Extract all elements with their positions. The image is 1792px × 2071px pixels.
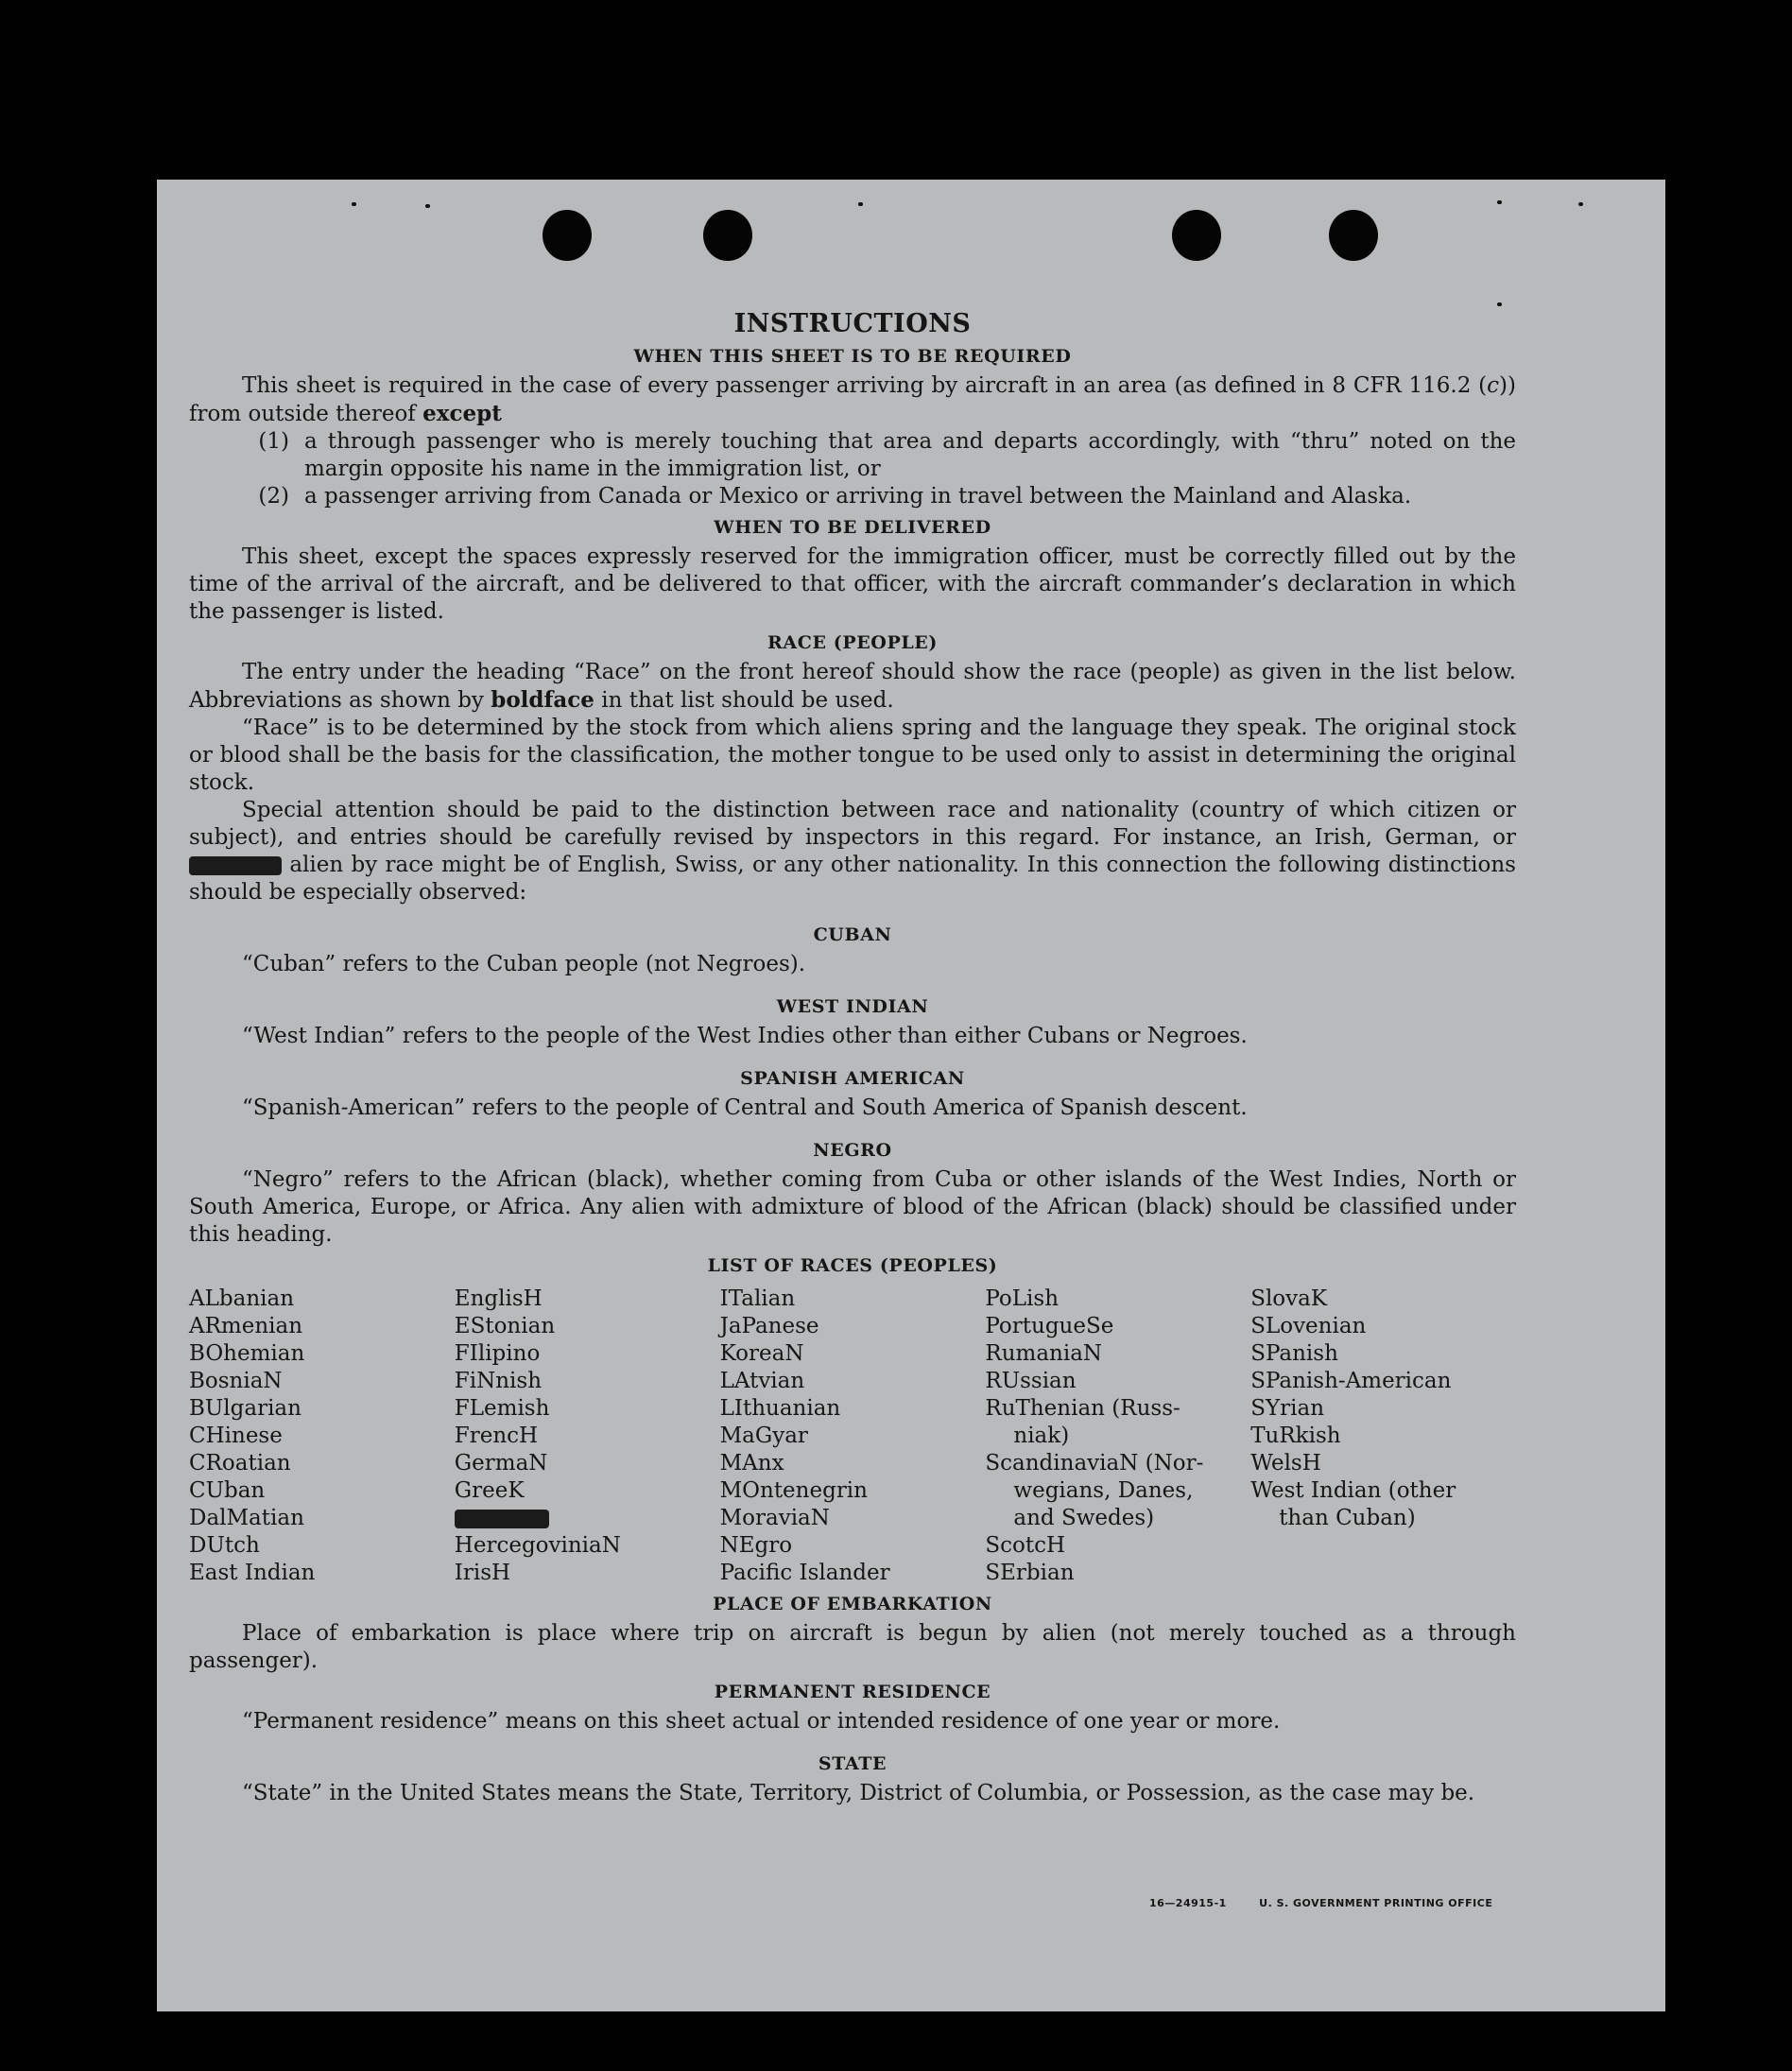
race-entry: GermaN [454, 1451, 548, 1476]
race-entry: MoraviaN [719, 1506, 830, 1530]
race-entry: CHinese [189, 1424, 283, 1448]
races-column [985, 1286, 1250, 1587]
spanish-american-text: “Spanish-American” refers to the people of Central and South America of Spanish descent. [242, 1096, 1248, 1120]
race-entry: IrisH [454, 1561, 511, 1585]
race-entry: BUlgarian [189, 1396, 302, 1421]
race-entry: MaGyar [719, 1424, 808, 1448]
race-entry: RUssian [985, 1369, 1077, 1393]
race-entry: SPanish-American [1250, 1369, 1452, 1393]
race-entry: LIthuanian [719, 1396, 841, 1421]
section-heading-spanish-american: SPANISH AMERICAN [740, 1068, 965, 1089]
form-footer [1149, 1897, 1521, 1909]
section-heading-west-indian: WEST INDIAN [776, 996, 929, 1017]
race-entry: SYrian [1250, 1396, 1325, 1421]
required-intro: This sheet is required in the case of every passenger arriving by aircraft in an area (as defined in 8 CFR 116.2 (c)) from outside thereof except [189, 373, 1516, 426]
race-entry: BosniaN [189, 1369, 283, 1393]
item-number: (1) [258, 429, 289, 454]
section-heading-embarkation: PLACE OF EMBARKATION [713, 1594, 992, 1614]
negro-text: “Negro” refers to the African (black), whether coming from Cuba or other islands of the West Indies, North or South America, Europe, or Africa. Any alien with admixture of blood of the African (black) should be classified under this heading. [189, 1167, 1516, 1247]
race-entry: MOntenegrin [719, 1478, 868, 1503]
punch-hole [1329, 210, 1378, 261]
state-text: “State” in the United States means the State, Territory, District of Columbia, or Possession, as the case may be. [242, 1781, 1475, 1805]
race-entry: wegians, Danes, [1013, 1478, 1194, 1503]
ink-speck [858, 202, 863, 206]
race-entry: ALbanian [189, 1286, 295, 1311]
exception-item [189, 428, 1516, 483]
race-entry: DalMatian [189, 1506, 304, 1530]
race-entry: than Cuban) [1279, 1506, 1416, 1530]
ink-speck [1497, 200, 1502, 204]
residence-text: “Permanent residence” means on this sheet actual or intended residence of one year or more. [242, 1709, 1281, 1734]
punch-hole [703, 210, 752, 261]
section-heading-negro: NEGRO [813, 1140, 892, 1161]
race-entry: KoreaN [719, 1341, 804, 1366]
race-entry: West Indian (other [1250, 1478, 1456, 1503]
race-entry: Pacific Islander [719, 1561, 890, 1585]
item-text: a through passenger who is merely touching that area and departs accordingly, with “thru” noted on the margin opposite his name in the immigration list, or [304, 429, 1516, 481]
race-entry: FiNnish [454, 1369, 543, 1393]
item-text: a passenger arriving from Canada or Mexico or arriving in travel between the Mainland and Alaska. [304, 484, 1412, 509]
race-paragraph-1: The entry under the heading “Race” on the front hereof should show the race (people) as given in the list below. Abbreviations as shown by boldface in that list should be used. [189, 660, 1516, 713]
race-entry: SPanish [1250, 1341, 1338, 1366]
race-paragraph-3: Special attention should be paid to the distinction between race and nationality (country of which citizen or subject), and entries should be carefully revised by inspectors in this regard. For instance, an Irish, German, or alien by race might be of English, Swiss, or any other nationality. In this connection the following distinctions should be especially observed: [189, 798, 1516, 905]
item-number: (2) [258, 484, 289, 509]
race-entry: DUtch [189, 1533, 260, 1558]
race-entry: SErbian [985, 1561, 1075, 1585]
west-indian-text: “West Indian” refers to the people of the West Indies other than either Cubans or Negroes. [242, 1024, 1248, 1048]
race-entry: East Indian [189, 1561, 316, 1585]
redaction-mark [455, 1505, 720, 1532]
race-entry: PortugueSe [985, 1314, 1114, 1338]
race-entry: FIlipino [454, 1341, 541, 1366]
race-entry: WelsH [1250, 1451, 1321, 1476]
race-entry: CUban [189, 1478, 266, 1503]
races-column [1250, 1286, 1516, 1587]
race-entry: HercegoviniaN [454, 1533, 621, 1558]
delivered-text: This sheet, except the spaces expressly reserved for the immigration officer, must be correctly filled out by the time of the arrival of the aircraft, and be delivered to that officer, with the aircraft commander’s declaration in which the passenger is listed. [189, 544, 1516, 624]
races-column [720, 1286, 986, 1587]
race-paragraph-2: “Race” is to be determined by the stock from which aliens spring and the language they speak. The original stock or blood shall be the basis for the classification, the mother tongue to be used only to assist in determining the original stock. [189, 716, 1516, 795]
section-heading-required: WHEN THIS SHEET IS TO BE REQUIRED [633, 346, 1072, 367]
race-entry: FrencH [454, 1424, 539, 1448]
page-title: INSTRUCTIONS [733, 309, 972, 338]
race-entry: ARmenian [189, 1314, 303, 1338]
section-heading-cuban: CUBAN [813, 924, 892, 945]
race-entry: LAtvian [719, 1369, 805, 1393]
race-entry: ITalian [719, 1286, 796, 1311]
redaction-mark [189, 856, 282, 875]
races-column [189, 1286, 455, 1587]
exception-item [189, 483, 1516, 510]
race-entry: BOhemian [189, 1341, 305, 1366]
punch-hole [1172, 210, 1221, 261]
ink-speck [1578, 202, 1583, 206]
race-entry: NEgro [719, 1533, 793, 1558]
race-entry: SLovenian [1250, 1314, 1367, 1338]
punch-hole [543, 210, 592, 261]
section-heading-residence: PERMANENT RESIDENCE [714, 1682, 991, 1702]
race-entry: MAnx [719, 1451, 784, 1476]
instructions-content [189, 310, 1516, 1807]
printer-imprint: U. S. GOVERNMENT PRINTING OFFICE [1259, 1897, 1493, 1909]
cuban-text: “Cuban” refers to the Cuban people (not Negroes). [242, 952, 806, 976]
race-entry: RuThenian (Russ- [985, 1396, 1180, 1421]
race-entry: ScotcH [985, 1533, 1066, 1558]
section-heading-delivered: WHEN TO BE DELIVERED [714, 517, 991, 538]
section-heading-list-of-races: LIST OF RACES (PEOPLES) [707, 1255, 998, 1276]
embarkation-text: Place of embarkation is place where trip on aircraft is begun by alien (not merely touched as a through passenger). [189, 1621, 1516, 1673]
race-entry: CRoatian [189, 1451, 291, 1476]
race-entry: EnglisH [454, 1286, 543, 1311]
race-entry: RumaniaN [985, 1341, 1103, 1366]
race-entry: JaPanese [719, 1314, 819, 1338]
section-heading-state: STATE [818, 1753, 887, 1774]
document-sheet [157, 180, 1665, 2011]
ink-speck [425, 204, 430, 208]
form-number: 16—24915-1 [1149, 1897, 1227, 1909]
race-entry: ScandinaviaN (Nor- [985, 1451, 1204, 1476]
race-entry: SlovaK [1250, 1286, 1328, 1311]
races-list [189, 1286, 1516, 1587]
ink-speck [1497, 302, 1502, 306]
race-entry: EStonian [454, 1314, 556, 1338]
races-column [455, 1286, 720, 1587]
race-entry: niak) [1013, 1424, 1070, 1448]
race-entry: FLemish [454, 1396, 550, 1421]
section-heading-race: RACE (PEOPLE) [767, 632, 938, 653]
race-entry: PoLish [985, 1286, 1060, 1311]
ink-speck [352, 202, 356, 206]
race-entry: and Swedes) [1013, 1506, 1155, 1530]
race-entry: TuRkish [1250, 1424, 1341, 1448]
race-entry: GreeK [454, 1478, 525, 1503]
